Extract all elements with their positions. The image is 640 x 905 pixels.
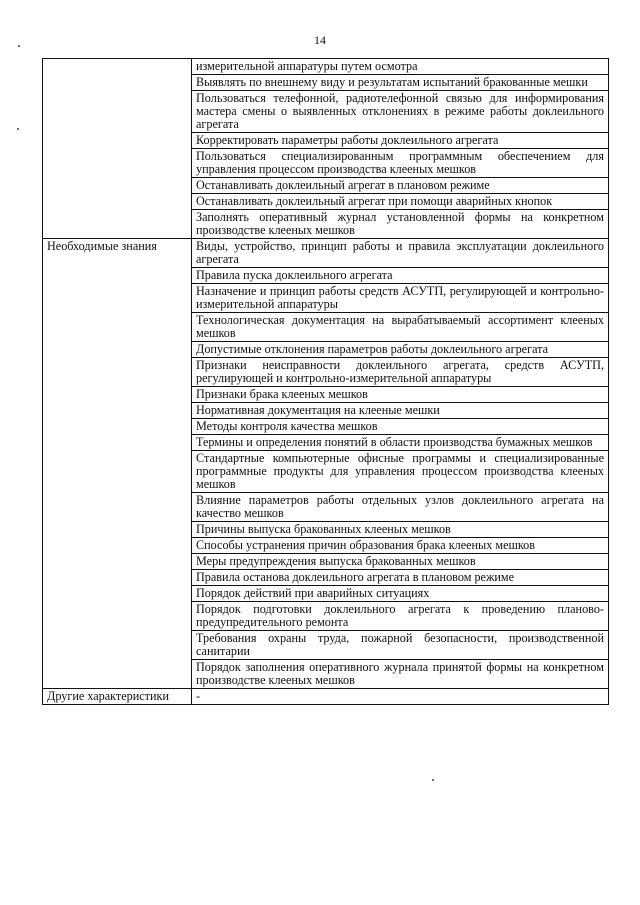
requirement-item: Порядок заполнения оперативного журнала принятой формы на конкретном производстве клееных мешков: [192, 660, 609, 689]
table-row: [43, 239, 609, 268]
requirement-item: Заполнять оперативный журнал установленной формы на конкретном производстве клееных мешков: [192, 210, 609, 239]
requirements-table: [42, 58, 609, 705]
scan-speck: [432, 779, 434, 781]
requirement-item: Меры предупреждения выпуска бракованных мешков: [192, 554, 609, 570]
requirement-item: Требования охраны труда, пожарной безопасности, производственной санитарии: [192, 631, 609, 660]
requirement-item: Стандартные компьютерные офисные программы и специализированные программные продукты для управления процессом производства клееных мешков: [192, 451, 609, 493]
table-row: [43, 689, 609, 705]
requirement-item: Останавливать доклеильный агрегат при помощи аварийных кнопок: [192, 194, 609, 210]
scan-speck: [18, 45, 20, 47]
requirement-item: Виды, устройство, принцип работы и правила эксплуатации доклеильного агрегата: [192, 239, 609, 268]
table-row: [43, 59, 609, 75]
requirement-item: Технологическая документация на вырабатываемый ассортимент клееных мешков: [192, 313, 609, 342]
requirement-item: Нормативная документация на клееные мешки: [192, 403, 609, 419]
requirement-item: Термины и определения понятий в области производства бумажных мешков: [192, 435, 609, 451]
requirement-item: Порядок подготовки доклеильного агрегата к проведению планово-предупредительного ремонта: [192, 602, 609, 631]
requirement-item: Правила останова доклеильного агрегата в плановом режиме: [192, 570, 609, 586]
requirement-item: -: [192, 689, 609, 705]
requirement-item: Пользоваться специализированным программным обеспечением для управления процессом производства клееных мешков: [192, 149, 609, 178]
category-label: Другие характеристики: [43, 689, 192, 705]
requirement-item: Признаки неисправности доклеильного агрегата, средств АСУТП, регулирующей и контрольно-измерительной аппаратуры: [192, 358, 609, 387]
requirement-item: Способы устранения причин образования брака клееных мешков: [192, 538, 609, 554]
requirement-item: Влияние параметров работы отдельных узлов доклеильного агрегата на качество мешков: [192, 493, 609, 522]
requirement-item: Пользоваться телефонной, радиотелефонной связью для информирования мастера смены о выявленных отклонениях в режиме работы доклеильного агрегата: [192, 91, 609, 133]
requirement-item: Методы контроля качества мешков: [192, 419, 609, 435]
requirement-item: Корректировать параметры работы доклеильного агрегата: [192, 133, 609, 149]
requirement-item: Правила пуска доклеильного агрегата: [192, 268, 609, 284]
requirement-item: Назначение и принцип работы средств АСУТП, регулирующей и контрольно-измерительной аппаратуры: [192, 284, 609, 313]
category-label: Необходимые знания: [43, 239, 192, 689]
requirement-item: Причины выпуска бракованных клееных мешков: [192, 522, 609, 538]
scan-speck: [17, 128, 19, 130]
requirement-item: Признаки брака клееных мешков: [192, 387, 609, 403]
page-number: 14: [314, 33, 326, 47]
requirement-item: измерительной аппаратуры путем осмотра: [192, 59, 609, 75]
category-label: [43, 59, 192, 239]
requirement-item: Останавливать доклеильный агрегат в плановом режиме: [192, 178, 609, 194]
requirement-item: Допустимые отклонения параметров работы доклеильного агрегата: [192, 342, 609, 358]
requirement-item: Порядок действий при аварийных ситуациях: [192, 586, 609, 602]
requirement-item: Выявлять по внешнему виду и результатам испытаний бракованные мешки: [192, 75, 609, 91]
